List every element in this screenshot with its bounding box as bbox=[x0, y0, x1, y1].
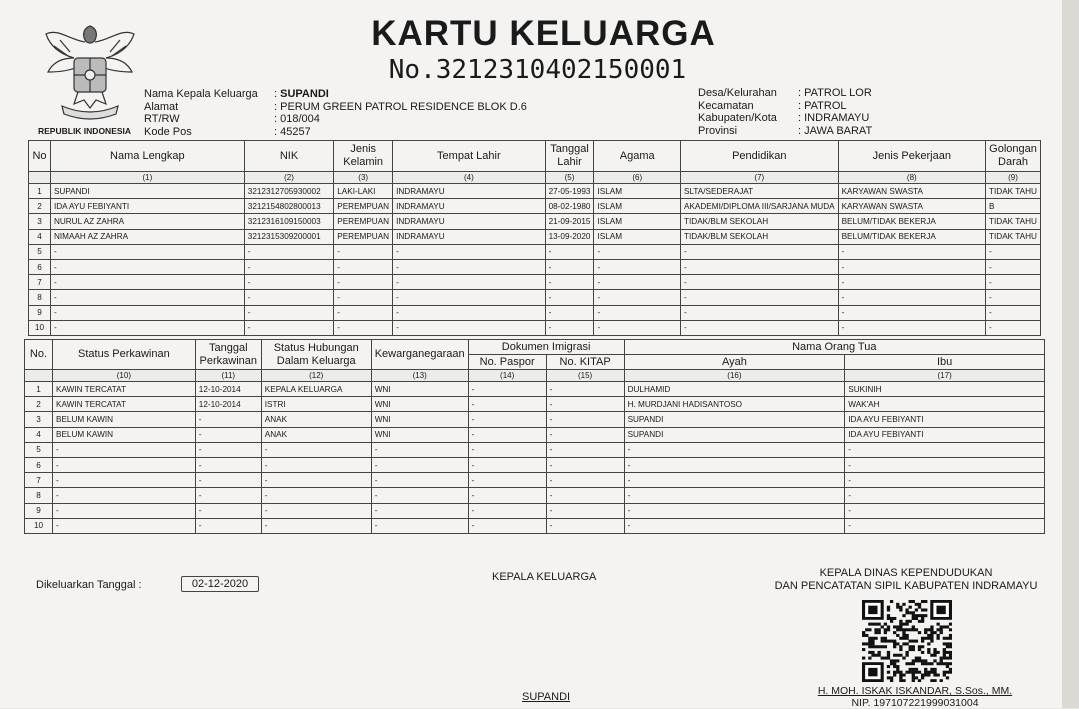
table-cell: - bbox=[334, 259, 393, 274]
table-cell: - bbox=[681, 275, 839, 290]
info-value: SUPANDI bbox=[280, 88, 329, 100]
table-cell: 9 bbox=[25, 503, 53, 518]
table-row bbox=[25, 518, 1045, 533]
official-name: H. MOH. ISKAK ISKANDAR, S.Sos., MM. bbox=[817, 685, 1013, 697]
table-cell: - bbox=[624, 488, 845, 503]
table-cell: - bbox=[334, 244, 393, 259]
info-value: INDRAMAYU bbox=[804, 112, 870, 124]
table-cell: - bbox=[986, 275, 1041, 290]
table-cell: - bbox=[52, 473, 195, 488]
table-cell: - bbox=[50, 290, 244, 305]
table-cell: PEREMPUAN bbox=[334, 214, 393, 229]
table-cell: - bbox=[838, 320, 985, 335]
marital-parents-table bbox=[24, 339, 1045, 534]
info-value: PATROL LOR bbox=[804, 87, 872, 99]
info-label: Alamat bbox=[144, 100, 179, 113]
table-cell: - bbox=[681, 244, 839, 259]
table-row bbox=[25, 488, 1045, 503]
table-cell: 10 bbox=[29, 320, 51, 335]
table-cell: SUPANDI bbox=[624, 427, 845, 442]
header-cell: Ibu bbox=[845, 355, 1045, 370]
column-number: (7) bbox=[681, 172, 839, 184]
table-cell: ANAK bbox=[261, 427, 371, 442]
table-cell: - bbox=[546, 457, 624, 472]
info-value: PATROL bbox=[804, 99, 847, 112]
header-cell: Ayah bbox=[624, 355, 845, 370]
table-cell: - bbox=[195, 503, 261, 518]
table-cell: 10 bbox=[25, 518, 53, 533]
header-cell: No. bbox=[25, 340, 53, 370]
table-cell: SLTA/SEDERAJAT bbox=[681, 184, 839, 199]
table-cell: - bbox=[546, 427, 624, 442]
table-row bbox=[29, 214, 1041, 229]
table-cell: - bbox=[546, 488, 624, 503]
table-cell: - bbox=[838, 259, 985, 274]
table-cell: WNI bbox=[371, 397, 468, 412]
kepala-keluarga-name: SUPANDI bbox=[522, 691, 571, 703]
table-cell: 08-02-1980 bbox=[545, 199, 594, 214]
header-cell: No. Paspor bbox=[468, 355, 546, 370]
table-cell: - bbox=[838, 305, 985, 320]
info-value: PERUM GREEN PATROL RESIDENCE BLOK D.6 bbox=[280, 100, 527, 113]
column-number: (1) bbox=[50, 172, 244, 184]
table-row bbox=[29, 229, 1041, 244]
official-nip: NIP. 197107221999031004 bbox=[851, 697, 979, 709]
table-cell: WNI bbox=[371, 427, 468, 442]
table-cell: 8 bbox=[29, 290, 51, 305]
table-cell: - bbox=[546, 503, 624, 518]
table-cell: - bbox=[624, 503, 845, 518]
table-cell: ISLAM bbox=[594, 229, 681, 244]
info-right: Desa/Kelurahan : PATROL LOR Kecamatan : PATROL Kabupaten/Kota : INDRAMAYU Provinsi : JAWA BARAT bbox=[698, 87, 873, 137]
table-cell: 5 bbox=[29, 244, 51, 259]
column-number: (10) bbox=[52, 370, 195, 382]
issued-date: 02-12-2020 bbox=[181, 576, 259, 592]
table-cell: - bbox=[546, 442, 624, 457]
table-cell: - bbox=[50, 244, 244, 259]
table-cell: - bbox=[244, 290, 333, 305]
table-cell: AKADEMI/DIPLOMA III/SARJANA MUDA bbox=[681, 199, 839, 214]
table-cell: - bbox=[468, 457, 546, 472]
table-cell: KAWIN TERCATAT bbox=[52, 382, 195, 397]
table-cell: 6 bbox=[29, 259, 51, 274]
table-cell: 8 bbox=[25, 488, 53, 503]
table-cell: - bbox=[681, 259, 839, 274]
paper-edge bbox=[1062, 0, 1079, 708]
table-cell: - bbox=[195, 427, 261, 442]
table-cell: NIMAAH AZ ZAHRA bbox=[50, 229, 244, 244]
header-cell: No. KITAP bbox=[546, 355, 624, 370]
table-cell: INDRAMAYU bbox=[393, 184, 545, 199]
table-row bbox=[29, 184, 1041, 199]
table-cell: ANAK bbox=[261, 412, 371, 427]
table-cell: - bbox=[845, 457, 1045, 472]
table-cell: - bbox=[681, 290, 839, 305]
info-value: 018/004 bbox=[280, 113, 320, 125]
table-cell: - bbox=[393, 244, 545, 259]
header-cell: Kewarganegaraan bbox=[371, 340, 468, 370]
table-cell: - bbox=[393, 290, 545, 305]
table-row bbox=[25, 382, 1045, 397]
header-cell: Status Hubungan Dalam Keluarga bbox=[261, 340, 371, 370]
table-cell: - bbox=[334, 305, 393, 320]
table-cell: - bbox=[681, 305, 839, 320]
table-cell: 1 bbox=[29, 184, 51, 199]
table-cell: - bbox=[468, 427, 546, 442]
header-cell: Tanggal Perkawinan bbox=[195, 340, 261, 370]
table-cell: INDRAMAYU bbox=[393, 199, 545, 214]
table-cell: BELUM/TIDAK BEKERJA bbox=[838, 229, 985, 244]
table-cell: - bbox=[393, 275, 545, 290]
table-cell: DULHAMID bbox=[624, 382, 845, 397]
column-number: (11) bbox=[195, 370, 261, 382]
country-label: REPUBLIK INDONESIA bbox=[38, 126, 132, 136]
table-cell: - bbox=[594, 290, 681, 305]
table-cell: - bbox=[546, 473, 624, 488]
table-cell: - bbox=[371, 473, 468, 488]
qr-code-icon bbox=[862, 600, 952, 682]
column-number: (4) bbox=[393, 172, 545, 184]
table-cell: - bbox=[195, 412, 261, 427]
table-cell: - bbox=[261, 457, 371, 472]
table-cell: 2 bbox=[29, 199, 51, 214]
table-cell: ISLAM bbox=[594, 214, 681, 229]
table-cell: - bbox=[50, 320, 244, 335]
table-row bbox=[29, 244, 1041, 259]
table-cell: 2 bbox=[25, 397, 53, 412]
column-number: (5) bbox=[545, 172, 594, 184]
table-cell: 3212315309200001 bbox=[244, 229, 333, 244]
info-label: Nama Kepala Keluarga bbox=[144, 88, 258, 100]
table-cell: - bbox=[845, 473, 1045, 488]
table-cell: - bbox=[393, 320, 545, 335]
table-row bbox=[25, 412, 1045, 427]
info-label: Kabupaten/Kota bbox=[698, 112, 777, 124]
column-number: (3) bbox=[334, 172, 393, 184]
table-cell: - bbox=[845, 442, 1045, 457]
header-cell: NIK bbox=[244, 141, 333, 172]
table-cell: - bbox=[594, 320, 681, 335]
column-number: (13) bbox=[371, 370, 468, 382]
table-cell: SUPANDI bbox=[624, 412, 845, 427]
table-cell: - bbox=[838, 275, 985, 290]
table-cell: - bbox=[594, 275, 681, 290]
table-row bbox=[29, 199, 1041, 214]
table-cell: - bbox=[371, 518, 468, 533]
table-cell: 3212316109150003 bbox=[244, 214, 333, 229]
table-cell: - bbox=[594, 259, 681, 274]
official-title: DAN PENCATATAN SIPIL KABUPATEN INDRAMAYU bbox=[774, 580, 1038, 592]
table-cell: - bbox=[195, 488, 261, 503]
table-cell: - bbox=[244, 275, 333, 290]
header-cell: Nama Lengkap bbox=[50, 141, 244, 172]
table-cell: - bbox=[468, 412, 546, 427]
table-cell: - bbox=[244, 320, 333, 335]
table-cell: - bbox=[624, 457, 845, 472]
table-cell: - bbox=[261, 488, 371, 503]
table-cell: - bbox=[195, 518, 261, 533]
table-row bbox=[25, 457, 1045, 472]
table-cell: 7 bbox=[29, 275, 51, 290]
table-row bbox=[25, 503, 1045, 518]
table-cell: BELUM/TIDAK BEKERJA bbox=[838, 214, 985, 229]
header-cell: Dokumen Imigrasi bbox=[468, 340, 624, 355]
header-cell: Status Perkawinan bbox=[52, 340, 195, 370]
table-cell: - bbox=[244, 244, 333, 259]
table-cell: 12-10-2014 bbox=[195, 397, 261, 412]
table-cell: - bbox=[334, 290, 393, 305]
table-cell: - bbox=[624, 518, 845, 533]
table-row bbox=[25, 427, 1045, 442]
table-cell: WNI bbox=[371, 412, 468, 427]
table-row bbox=[25, 397, 1045, 412]
table-cell: - bbox=[393, 259, 545, 274]
table-cell: 9 bbox=[29, 305, 51, 320]
table-cell: - bbox=[468, 382, 546, 397]
table-cell: H. MURDJANI HADISANTOSO bbox=[624, 397, 845, 412]
table-cell: - bbox=[845, 488, 1045, 503]
table-cell: PEREMPUAN bbox=[334, 199, 393, 214]
info-label: Kode Pos bbox=[144, 125, 192, 138]
table-cell: - bbox=[986, 305, 1041, 320]
official-title: KEPALA DINAS KEPENDUDUKAN bbox=[819, 567, 993, 579]
table-cell: - bbox=[371, 503, 468, 518]
table-cell: - bbox=[195, 457, 261, 472]
table-row bbox=[25, 473, 1045, 488]
table-cell: - bbox=[244, 305, 333, 320]
table-cell: - bbox=[195, 473, 261, 488]
table-cell: - bbox=[371, 457, 468, 472]
family-members-table bbox=[28, 140, 1041, 336]
table-cell: - bbox=[261, 518, 371, 533]
table-cell: - bbox=[986, 320, 1041, 335]
table-cell: - bbox=[50, 305, 244, 320]
table-cell: - bbox=[845, 503, 1045, 518]
table-cell: INDRAMAYU bbox=[393, 214, 545, 229]
table-cell: 7 bbox=[25, 473, 53, 488]
table-cell: - bbox=[838, 290, 985, 305]
table-cell: - bbox=[986, 259, 1041, 274]
table-cell: TIDAK/BLM SEKOLAH bbox=[681, 229, 839, 244]
table-cell: - bbox=[371, 442, 468, 457]
table-row bbox=[29, 320, 1041, 335]
column-number: (2) bbox=[244, 172, 333, 184]
info-label: Desa/Kelurahan bbox=[698, 87, 777, 99]
table-cell: 27-05-1993 bbox=[545, 184, 594, 199]
table-cell: - bbox=[594, 305, 681, 320]
table-cell: IDA AYU FEBIYANTI bbox=[845, 412, 1045, 427]
table-cell: WNI bbox=[371, 382, 468, 397]
table-cell: 3 bbox=[29, 214, 51, 229]
table-cell: TIDAK TAHU bbox=[986, 229, 1041, 244]
table-cell: - bbox=[545, 275, 594, 290]
table-cell: 13-09-2020 bbox=[545, 229, 594, 244]
table-cell: - bbox=[468, 473, 546, 488]
table-row bbox=[29, 290, 1041, 305]
table-cell: - bbox=[546, 518, 624, 533]
table-cell: TIDAK/BLM SEKOLAH bbox=[681, 214, 839, 229]
table-cell: - bbox=[546, 397, 624, 412]
table-cell: 4 bbox=[25, 427, 53, 442]
table-cell: - bbox=[545, 244, 594, 259]
table-cell: TIDAK TAHU bbox=[986, 214, 1041, 229]
header-cell: Tanggal Lahir bbox=[545, 141, 594, 172]
table-cell: 5 bbox=[25, 442, 53, 457]
table-cell: - bbox=[545, 290, 594, 305]
table-cell: INDRAMAYU bbox=[393, 229, 545, 244]
table-row bbox=[25, 442, 1045, 457]
table-cell: ISTRI bbox=[261, 397, 371, 412]
table-cell: - bbox=[261, 473, 371, 488]
table-cell: - bbox=[468, 442, 546, 457]
column-number: (12) bbox=[261, 370, 371, 382]
table-cell: KAWIN TERCATAT bbox=[52, 397, 195, 412]
table-cell: ISLAM bbox=[594, 199, 681, 214]
issued-label: Dikeluarkan Tanggal : bbox=[36, 579, 142, 591]
table-cell: SUPANDI bbox=[50, 184, 244, 199]
info-left: Nama Kepala Keluarga : SUPANDI Alamat : PERUM GREEN PATROL RESIDENCE BLOK D.6 RT/RW : 018/004 Kode Pos : 45257 bbox=[144, 88, 527, 138]
table-cell: - bbox=[334, 320, 393, 335]
table-cell: KARYAWAN SWASTA bbox=[838, 199, 985, 214]
table-cell: ISLAM bbox=[594, 184, 681, 199]
table-cell: - bbox=[468, 397, 546, 412]
table-cell: B bbox=[986, 199, 1041, 214]
table-cell: - bbox=[52, 457, 195, 472]
table-cell: - bbox=[195, 442, 261, 457]
table-cell: BELUM KAWIN bbox=[52, 412, 195, 427]
table-cell: 3212154802800013 bbox=[244, 199, 333, 214]
table-cell: - bbox=[594, 244, 681, 259]
document-number: No.3212310402150001 bbox=[388, 55, 687, 85]
table-cell: - bbox=[468, 518, 546, 533]
table-cell: - bbox=[681, 320, 839, 335]
info-label: Kecamatan bbox=[698, 99, 754, 112]
table-cell: 1 bbox=[25, 382, 53, 397]
table-cell: - bbox=[261, 503, 371, 518]
header-cell: Golongan Darah bbox=[986, 141, 1041, 172]
table-cell: - bbox=[52, 518, 195, 533]
table-cell: LAKI-LAKI bbox=[334, 184, 393, 199]
header-cell: Agama bbox=[594, 141, 681, 172]
column-number: (16) bbox=[624, 370, 845, 382]
table-cell: - bbox=[50, 275, 244, 290]
table-cell: - bbox=[986, 290, 1041, 305]
table-cell: 4 bbox=[29, 229, 51, 244]
table-cell: - bbox=[546, 382, 624, 397]
table-cell: 12-10-2014 bbox=[195, 382, 261, 397]
table-cell: - bbox=[244, 259, 333, 274]
table-cell: SUKINIH bbox=[845, 382, 1045, 397]
table-cell: - bbox=[468, 488, 546, 503]
info-value: JAWA BARAT bbox=[804, 124, 873, 137]
table-cell: - bbox=[545, 320, 594, 335]
header-cell: Jenis Pekerjaan bbox=[838, 141, 985, 172]
table-row bbox=[29, 275, 1041, 290]
table-row bbox=[29, 305, 1041, 320]
table-cell: - bbox=[624, 473, 845, 488]
document-title: KARTU KELUARGA bbox=[371, 14, 716, 53]
column-number: (8) bbox=[838, 172, 985, 184]
table-cell: - bbox=[986, 244, 1041, 259]
table-cell: - bbox=[468, 503, 546, 518]
info-label: RT/RW bbox=[144, 113, 180, 125]
table-cell: IDA AYU FEBIYANTI bbox=[50, 199, 244, 214]
table-cell: - bbox=[845, 518, 1045, 533]
info-value: 45257 bbox=[280, 125, 311, 138]
table-cell: - bbox=[371, 488, 468, 503]
table-cell: - bbox=[334, 275, 393, 290]
table-cell: - bbox=[50, 259, 244, 274]
column-number: (17) bbox=[845, 370, 1045, 382]
table-cell: - bbox=[624, 442, 845, 457]
table-cell: PEREMPUAN bbox=[334, 229, 393, 244]
header-cell: Nama Orang Tua bbox=[624, 340, 1044, 355]
table-cell: NURUL AZ ZAHRA bbox=[50, 214, 244, 229]
table-cell: - bbox=[546, 412, 624, 427]
table-cell: IDA AYU FEBIYANTI bbox=[845, 427, 1045, 442]
header-cell: Tempat Lahir bbox=[393, 141, 545, 172]
table-cell: 3212312705930002 bbox=[244, 184, 333, 199]
info-label: Provinsi bbox=[698, 124, 738, 137]
header-cell: Jenis Kelamin bbox=[334, 141, 393, 172]
table-cell: BELUM KAWIN bbox=[52, 427, 195, 442]
table-row bbox=[29, 259, 1041, 274]
table-cell: KEPALA KELUARGA bbox=[261, 382, 371, 397]
column-number: (15) bbox=[546, 370, 624, 382]
column-number: (9) bbox=[986, 172, 1041, 184]
table-cell: 21-09-2015 bbox=[545, 214, 594, 229]
table-cell: TIDAK TAHU bbox=[986, 184, 1041, 199]
table-cell: - bbox=[545, 305, 594, 320]
kepala-keluarga-label: KEPALA KELUARGA bbox=[492, 571, 597, 583]
column-number: (14) bbox=[468, 370, 546, 382]
table-cell: WAK'AH bbox=[845, 397, 1045, 412]
header-cell: No bbox=[29, 141, 51, 172]
table-cell: - bbox=[52, 503, 195, 518]
table-cell: - bbox=[52, 488, 195, 503]
header-cell: Pendidikan bbox=[681, 141, 839, 172]
table-cell: - bbox=[838, 244, 985, 259]
table-cell: - bbox=[393, 305, 545, 320]
table-cell: 3 bbox=[25, 412, 53, 427]
table-cell: 6 bbox=[25, 457, 53, 472]
table-cell: KARYAWAN SWASTA bbox=[838, 184, 985, 199]
column-number: (6) bbox=[594, 172, 681, 184]
table-cell: - bbox=[261, 442, 371, 457]
table-cell: - bbox=[52, 442, 195, 457]
table-cell: - bbox=[545, 259, 594, 274]
